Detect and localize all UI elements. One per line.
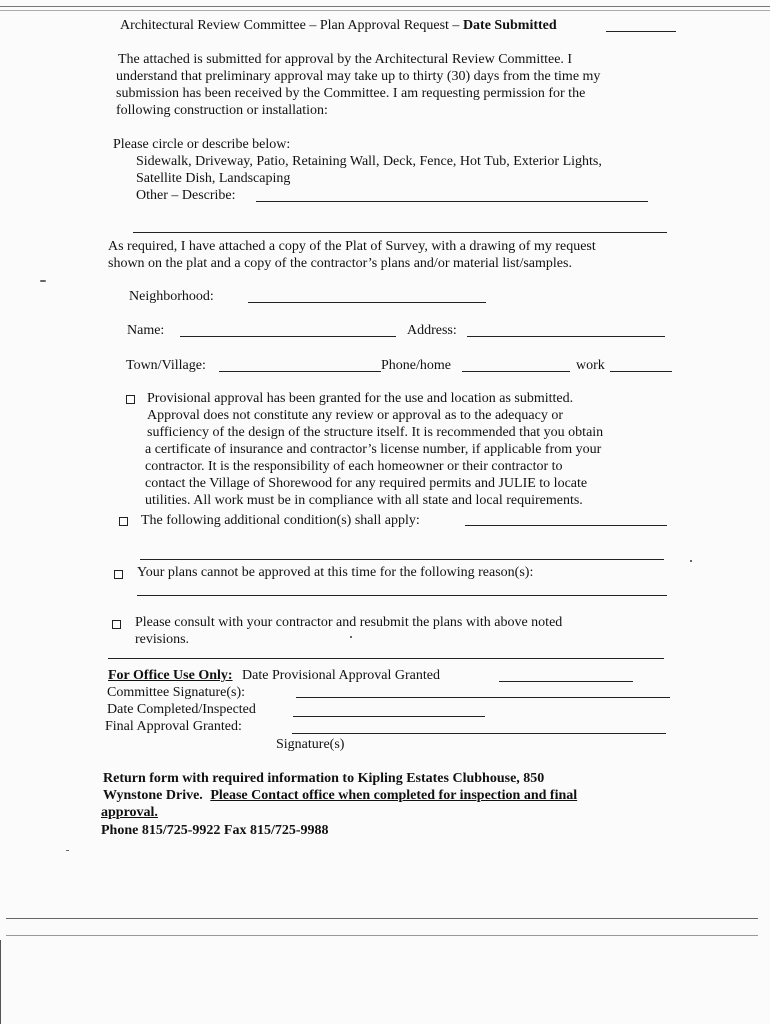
construction-options-line-1: Sidewalk, Driveway, Patio, Retaining Wall, Deck, Fence, Hot Tub, Exterior Lights,	[136, 154, 602, 169]
town-village-label: Town/Village:	[126, 358, 206, 373]
office-use-heading: For Office Use Only:	[108, 668, 233, 683]
provisional-line-3: sufficiency of the design of the structure itself. It is recommended that you obtain	[147, 425, 604, 440]
address-label: Address:	[407, 323, 457, 338]
return-line-2-street: Wynstone Drive.	[103, 788, 203, 803]
consult-resubmit-checkbox[interactable]	[112, 620, 121, 629]
date-provisional-field[interactable]	[499, 681, 633, 682]
committee-signature-label: Committee Signature(s):	[107, 685, 246, 700]
neighborhood-field[interactable]	[248, 302, 486, 303]
provisional-approval-checkbox[interactable]	[126, 395, 135, 404]
work-phone-label: work	[576, 358, 605, 373]
bottom-scan-rule-2	[6, 935, 758, 936]
provisional-line-1: Provisional approval has been granted for the use and location as submitted.	[147, 391, 574, 406]
final-approval-label: Final Approval Granted:	[105, 719, 242, 734]
scan-speck	[690, 560, 692, 562]
intro-line-2: understand that preliminary approval may take up to thirty (30) days from the time my	[116, 69, 601, 84]
provisional-line-5: contractor. It is the responsibility of each homeowner or their contractor to	[145, 459, 563, 474]
final-approval-field[interactable]	[292, 733, 666, 734]
attachment-line-2: shown on the plat and a copy of the contractor’s plans and/or material list/samples.	[108, 256, 572, 271]
section-divider	[108, 658, 664, 659]
scan-speck	[40, 280, 46, 282]
additional-conditions-field-2[interactable]	[140, 559, 664, 560]
not-approved-checkbox[interactable]	[114, 570, 123, 579]
construction-options-line-2: Satellite Dish, Landscaping	[136, 171, 291, 186]
intro-line-4: following construction or installation:	[116, 103, 328, 118]
date-completed-label: Date Completed/Inspected	[107, 702, 256, 717]
return-line-2	[103, 787, 577, 804]
phone-home-field[interactable]	[462, 371, 570, 372]
address-field[interactable]	[467, 336, 665, 337]
name-label: Name:	[127, 323, 165, 338]
not-approved-label: Your plans cannot be approved at this time for the following reason(s):	[137, 565, 534, 580]
work-phone-field[interactable]	[610, 371, 672, 372]
additional-conditions-field[interactable]	[465, 525, 667, 526]
name-field[interactable]	[180, 336, 396, 337]
additional-conditions-label: The following additional condition(s) shall apply:	[141, 513, 420, 528]
contact-office-note: Please Contact office when completed for inspection and final	[210, 788, 578, 803]
scan-speck	[66, 850, 69, 851]
neighborhood-label: Neighborhood:	[129, 289, 214, 304]
return-line-1: Return form with required information to Kipling Estates Clubhouse, 850	[103, 771, 545, 786]
form-title-text: Architectural Review Committee – Plan Approval Request –	[120, 18, 460, 33]
phone-fax: Phone 815/725-9922 Fax 815/725-9988	[101, 823, 329, 838]
top-scan-rule	[0, 6, 770, 7]
consult-line-1: Please consult with your contractor and resubmit the plans with above noted	[135, 615, 563, 630]
other-describe-label: Other – Describe:	[136, 188, 236, 203]
circle-prompt: Please circle or describe below:	[113, 137, 291, 152]
provisional-line-2: Approval does not constitute any review or approval as to the adequacy or	[147, 408, 563, 423]
date-provisional-label: Date Provisional Approval Granted	[242, 668, 440, 683]
provisional-line-6: contact the Village of Shorewood for any required permits and JULIE to locate	[145, 476, 588, 491]
date-submitted-field[interactable]	[606, 31, 676, 32]
left-edge-mark	[0, 940, 1, 1024]
top-scan-rule-2	[0, 10, 770, 11]
intro-line-3: submission has been received by the Committee. I am requesting permission for the	[116, 86, 586, 101]
bottom-scan-rule	[6, 918, 758, 919]
other-describe-field[interactable]	[256, 201, 648, 202]
form-title	[120, 17, 557, 34]
office-use-row	[108, 667, 440, 684]
return-line-3: approval.	[101, 805, 158, 820]
signatures-caption: Signature(s)	[276, 737, 345, 752]
town-village-field[interactable]	[219, 371, 381, 372]
committee-signature-field[interactable]	[296, 697, 670, 698]
phone-home-label: Phone/home	[381, 358, 451, 373]
scan-speck	[350, 636, 352, 638]
not-approved-reason-field[interactable]	[137, 595, 667, 596]
other-describe-field-2[interactable]	[133, 232, 667, 233]
attachment-line-1: As required, I have attached a copy of the Plat of Survey, with a drawing of my request	[108, 239, 596, 254]
date-completed-field[interactable]	[293, 716, 485, 717]
provisional-line-7: utilities. All work must be in compliance with all state and local requirements.	[145, 493, 583, 508]
date-submitted-label: Date Submitted	[462, 18, 557, 33]
provisional-line-4: a certificate of insurance and contractor’s license number, if applicable from your	[145, 442, 602, 457]
consult-line-2: revisions.	[135, 632, 190, 647]
intro-line-1: The attached is submitted for approval by the Architectural Review Committee. I	[118, 52, 573, 67]
additional-conditions-checkbox[interactable]	[119, 517, 128, 526]
